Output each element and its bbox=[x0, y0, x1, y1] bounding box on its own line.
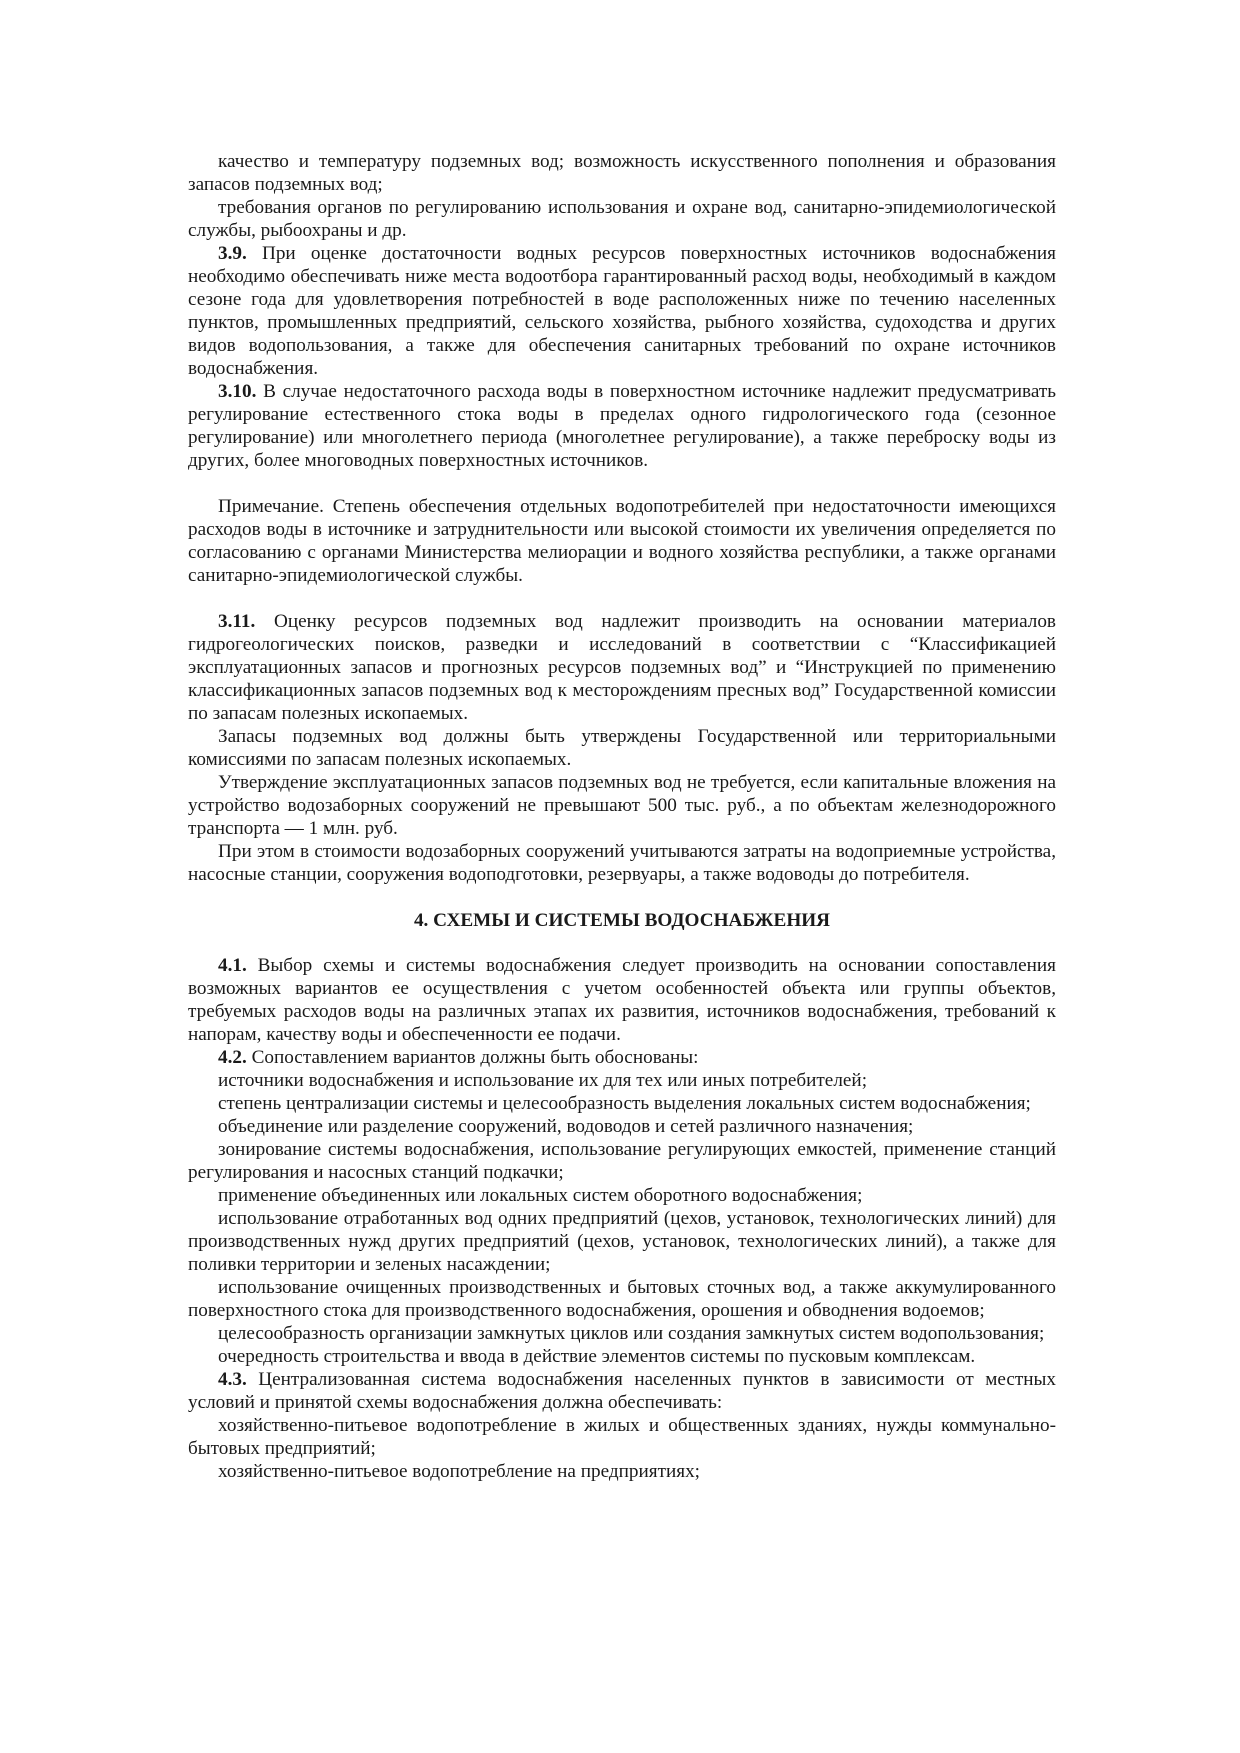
clause-number: 4.1. bbox=[218, 955, 247, 976]
paragraph-reserves-approval: Запасы подземных вод должны быть утверждены Государственной или территориальными комиссиями по запасам полезных ископаемых. bbox=[188, 726, 1056, 770]
list-item: использование отработанных вод одних предприятий (цехов, установок, технологических линий) для производственных нужд других предприятий (цехов, установок, технологических линий), а также для поливки территории и зеленых насаждении; bbox=[188, 1208, 1056, 1275]
clause-3-9 bbox=[188, 242, 1056, 380]
paragraph-cost-components: При этом в стоимости водозаборных сооружений учитываются затраты на водоприемные устройства, насосные станции, сооружения водоподготовки, резервуары, а также водоводы до потребителя. bbox=[188, 841, 1056, 885]
paragraph-authorities-requirements: требования органов по регулированию использования и охране вод, санитарно-эпидемиологической службы, рыбоохраны и др. bbox=[188, 197, 1056, 241]
list-item: хозяйственно-питьевое водопотребление на предприятиях; bbox=[218, 1461, 700, 1482]
spacer bbox=[188, 472, 1056, 495]
clause-4-1 bbox=[188, 954, 1056, 1046]
list-item: целесообразность организации замкнутых циклов или создания замкнутых систем водопользования; bbox=[218, 1323, 1045, 1344]
clause-number: 3.10. bbox=[218, 381, 257, 402]
list-item: хозяйственно-питьевое водопотребление в жилых и общественных зданиях, нужды коммунально-бытовых предприятий; bbox=[188, 1415, 1056, 1459]
clause-text: При оценке достаточности водных ресурсов поверхностных источников водоснабжения необходимо обеспечивать ниже места водоотбора гарантированный расход воды, необходимый в каждом сезоне года для удовлетворения потребностей в воде расположенных ниже по течению населенных пунктов, промышленных предприятий, сельского хозяйства, рыбного хозяйства, судоходства и других видов водопользования, а также для обеспечения санитарных требований по охране источников водоснабжения. bbox=[188, 243, 1056, 379]
list-item: использование очищенных производственных и бытовых сточных вод, а также аккумулированного поверхностного стока для производственного водоснабжения, орошения и обводнения водоемов; bbox=[188, 1277, 1056, 1321]
document-page bbox=[188, 150, 1056, 1483]
clause-text: Сопоставлением вариантов должны быть обоснованы: bbox=[246, 1047, 699, 1068]
spacer bbox=[188, 587, 1056, 610]
clause-number: 4.2. bbox=[218, 1047, 247, 1068]
paragraph-groundwater-quality: качество и температуру подземных вод; возможность искусственного пополнения и образования запасов подземных вод; bbox=[188, 151, 1056, 195]
paragraph-approval-exemption: Утверждение эксплуатационных запасов подземных вод не требуется, если капитальные вложения на устройство водозаборных сооружений не превышают 500 тыс. руб., а по объектам железнодорожного транспорта — 1 млн. руб. bbox=[188, 772, 1056, 839]
clause-text: Оценку ресурсов подземных вод надлежит производить на основании материалов гидрогеологических поисков, разведки и исследований в соответствии с “Классификацией эксплуатационных запасов и прогнозных ресурсов подземных вод” и “Инструкцией по применению классификационных запасов подземных вод к месторождениям пресных вод” Государственной комиссии по запасам полезных ископаемых. bbox=[188, 611, 1056, 724]
list-item: источники водоснабжения и использование их для тех или иных потребителей; bbox=[218, 1070, 868, 1091]
clause-text: В случае недостаточного расхода воды в поверхностном источнике надлежит предусматривать регулирование естественного стока воды в пределах одного гидрологического года (сезонное регулирование) или многолетнего периода (многолетнее регулирование), а также переброску воды из других, более многоводных поверхностных источников. bbox=[188, 381, 1056, 471]
list-item: объединение или разделение сооружений, водоводов и сетей различного назначения; bbox=[218, 1116, 914, 1137]
clause-number: 4.3. bbox=[218, 1369, 247, 1390]
clause-4-3 bbox=[188, 1368, 1056, 1414]
list-item: степень централизации системы и целесообразность выделения локальных систем водоснабжения; bbox=[218, 1093, 1031, 1114]
clause-number: 3.11. bbox=[218, 611, 256, 632]
clause-text: Централизованная система водоснабжения населенных пунктов в зависимости от местных условий и принятой схемы водоснабжения должна обеспечивать: bbox=[188, 1369, 1056, 1413]
clause-3-11 bbox=[188, 610, 1056, 725]
list-item: очередность строительства и ввода в действие элементов системы по пусковым комплексам. bbox=[218, 1346, 976, 1367]
list-item: зонирование системы водоснабжения, использование регулирующих емкостей, применение станций регулирования и насосных станций подкачки; bbox=[188, 1139, 1056, 1183]
clause-number: 3.9. bbox=[218, 243, 247, 264]
list-item: применение объединенных или локальных систем оборотного водоснабжения; bbox=[218, 1185, 863, 1206]
clause-text: Выбор схемы и системы водоснабжения следует производить на основании сопоставления возможных вариантов ее осуществления с учетом особенностей объекта или группы объектов, требуемых расходов воды на различных этапах их развития, источников водоснабжения, требований к напорам, качеству воды и обеспеченности ее подачи. bbox=[188, 955, 1056, 1045]
note-paragraph: Примечание. Степень обеспечения отдельных водопотребителей при недостаточности имеющихся расходов воды в источнике и затруднительности или высокой стоимости их увеличения определяется по согласованию с органами Министерства мелиорации и водного хозяйства республики, а также органами санитарно-эпидемиологической службы. bbox=[188, 496, 1056, 586]
section-heading: 4. СХЕМЫ И СИСТЕМЫ ВОДОСНАБЖЕНИЯ bbox=[413, 910, 831, 931]
clause-4-2 bbox=[188, 1046, 1056, 1069]
clause-3-10 bbox=[188, 380, 1056, 472]
